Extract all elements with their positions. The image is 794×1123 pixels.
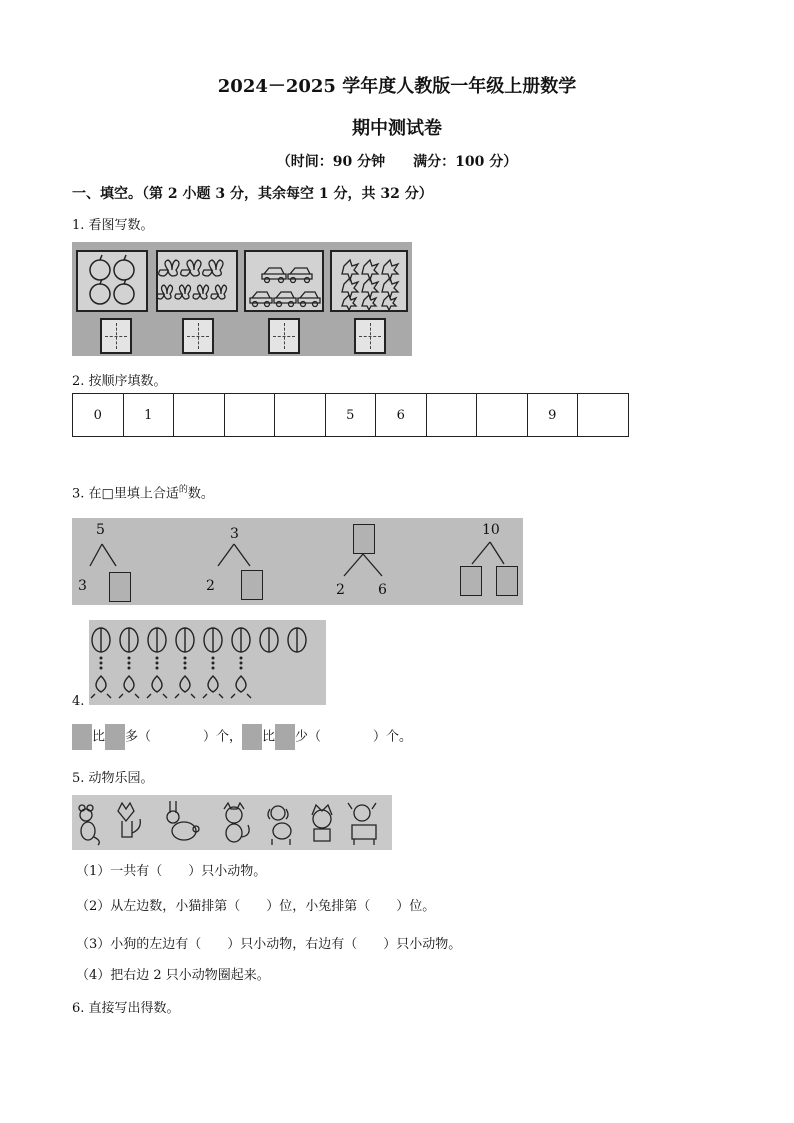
seq-cell: 1 [123, 394, 174, 437]
animal-icons [72, 795, 392, 850]
answer-box-leaf[interactable] [354, 318, 386, 354]
seq-cell-blank[interactable] [275, 394, 326, 437]
peach-comparison-picture [89, 620, 326, 705]
seq-cell-blank[interactable] [174, 394, 225, 437]
leaf-fruit-icon [105, 724, 125, 750]
answer-box-apple[interactable] [100, 318, 132, 354]
apple-icon [78, 252, 146, 310]
seq-cell: 9 [527, 394, 578, 437]
bond4-top: 10 [482, 522, 500, 538]
number-sequence-table [72, 393, 629, 437]
peach-icon [72, 724, 92, 750]
animal-row-picture [72, 795, 392, 850]
bond2-answer-box[interactable] [241, 570, 263, 600]
question-5-item-4: （4）把右边 2 只小动物圈起来。 [76, 968, 270, 983]
bond3-left: 2 [336, 582, 345, 598]
answer-box-car[interactable] [268, 318, 300, 354]
rabbit-icon [167, 801, 199, 840]
apple-picture [76, 250, 148, 312]
car-icon [246, 252, 322, 310]
page-title: 2024－2025 学年度人教版一年级上册数学 [217, 76, 577, 97]
exam-meta: （时间：90 分钟 满分：100 分） [276, 154, 518, 170]
peach-icon [275, 724, 295, 750]
seq-cell-blank[interactable] [578, 394, 629, 437]
bond3-right: 6 [378, 582, 387, 598]
leaf-fruit-icon [242, 724, 262, 750]
fox-icon [118, 803, 140, 837]
bond2-left: 2 [206, 578, 215, 594]
section-heading: 一、填空。（第 2 小题 3 分，其余每空 1 分，共 32 分） [72, 186, 433, 202]
butterfly-picture [156, 250, 238, 312]
bond-lines [72, 518, 523, 605]
number-bond-panel [72, 518, 523, 605]
seq-cell-blank[interactable] [224, 394, 275, 437]
butterfly-icon [158, 252, 236, 310]
kitten-icon [312, 805, 332, 841]
question-4-text: 比 多（ ）个， 比 少（ ）个。 [72, 724, 412, 750]
cat-icon [224, 803, 249, 842]
cow-icon [348, 803, 376, 845]
bond1-top: 5 [96, 522, 105, 538]
seq-cell: 0 [73, 394, 124, 437]
seq-cell-blank[interactable] [426, 394, 477, 437]
bond3-answer-box[interactable] [353, 524, 375, 554]
bond4-right-box[interactable] [496, 566, 518, 596]
leaf-picture [330, 250, 408, 312]
question-5-item-1: （1）一共有（ ）只小动物。 [76, 864, 267, 879]
bond4-left-box[interactable] [460, 566, 482, 596]
question-5-item-3: （3）小狗的左边有（ ）只小动物，右边有（ ）只小动物。 [76, 937, 462, 952]
bond1-answer-box[interactable] [109, 572, 131, 602]
seq-cell-blank[interactable] [477, 394, 528, 437]
question-5-item-2: （2）从左边数，小猫排第（ ）位，小兔排第（ ）位。 [76, 899, 436, 914]
answer-box-butterfly[interactable] [182, 318, 214, 354]
question-5-label: 5. 动物乐园。 [72, 771, 154, 786]
leaf-icon [332, 252, 406, 310]
question-4-label: 4. [72, 694, 85, 709]
question-2-label: 2. 按顺序填数。 [72, 374, 167, 389]
dog-icon [268, 806, 291, 845]
page-subtitle: 期中测试卷 [352, 118, 442, 139]
bond2-top: 3 [230, 526, 239, 542]
car-picture [244, 250, 324, 312]
question-3-label: 3. 在□里填上合适$^的$数。 [72, 485, 214, 502]
count-picture-panel [72, 242, 412, 356]
seq-cell: 5 [325, 394, 376, 437]
question-1-label: 1. 看图写数。 [72, 218, 154, 233]
mouse-icon [79, 805, 99, 845]
bond1-left: 3 [78, 578, 87, 594]
seq-cell: 6 [376, 394, 427, 437]
peach-icon [89, 620, 326, 705]
question-6-label: 6. 直接写出得数。 [72, 1001, 180, 1016]
